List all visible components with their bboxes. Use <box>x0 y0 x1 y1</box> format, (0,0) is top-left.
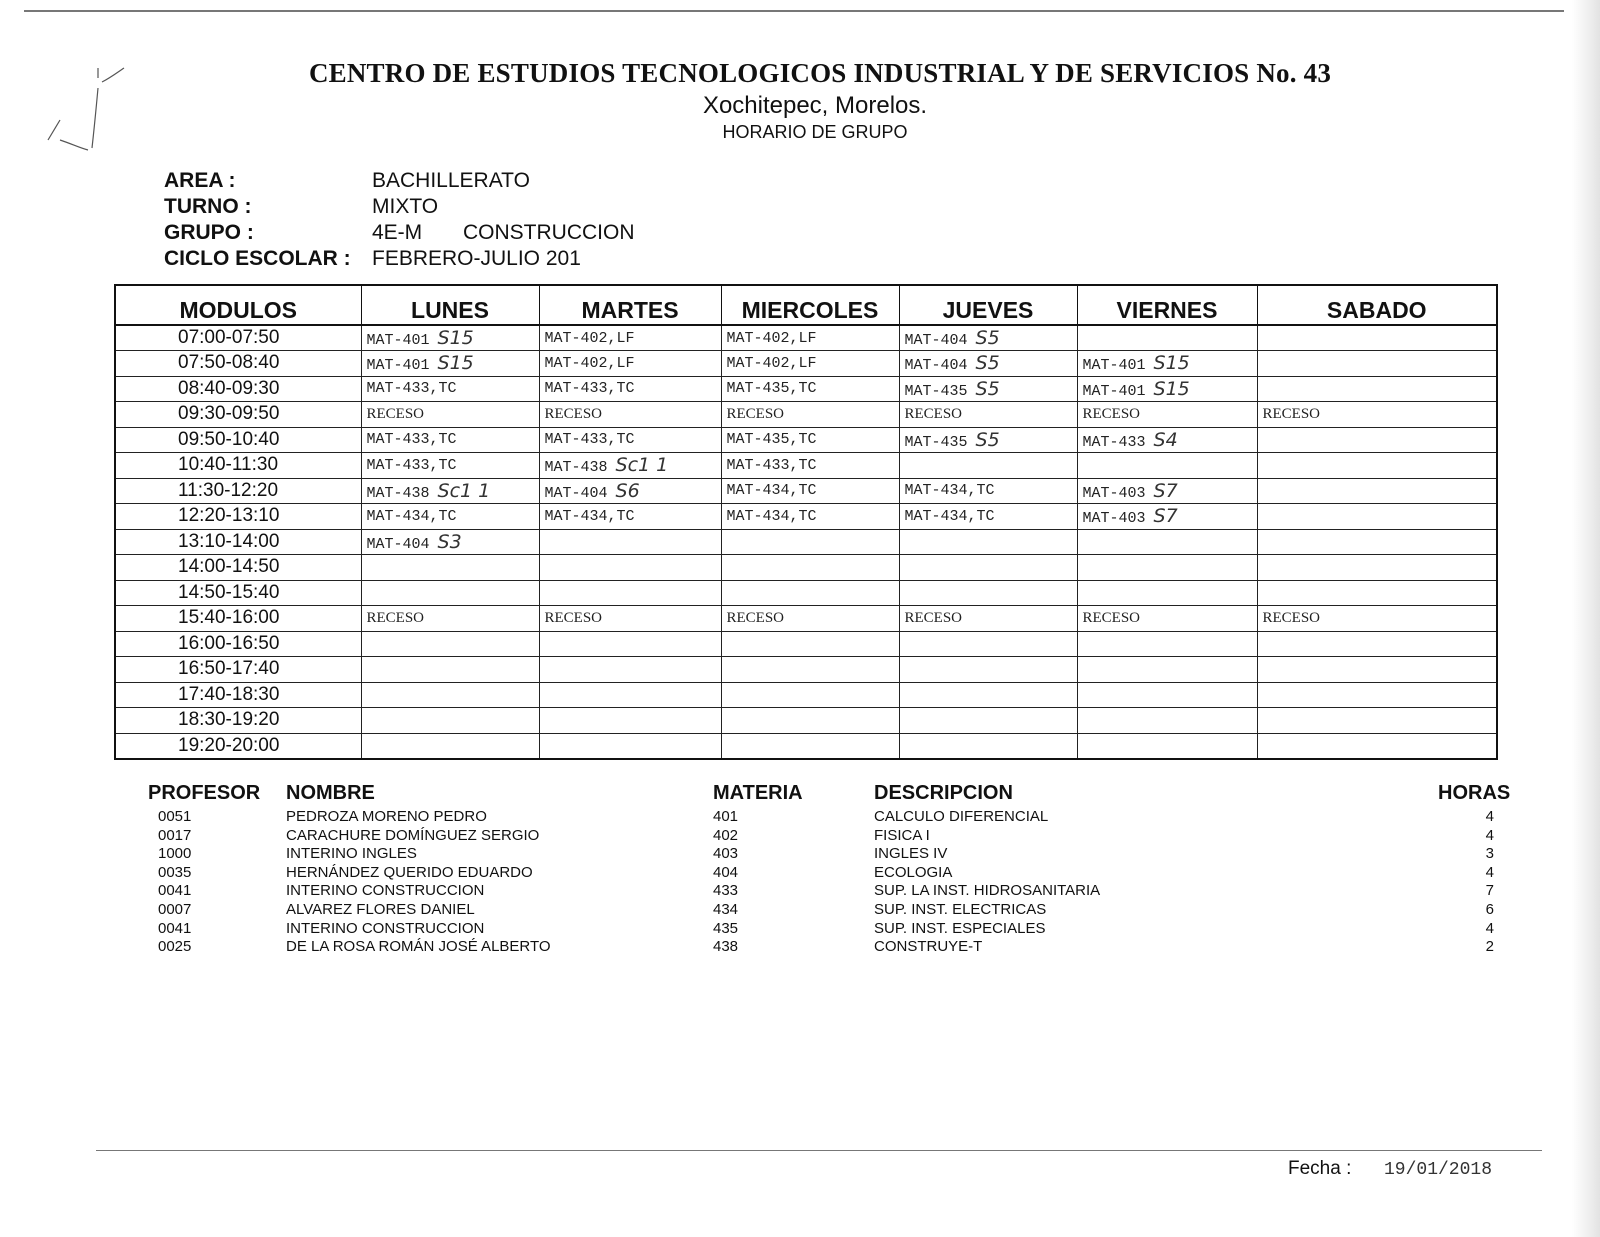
schedule-cell <box>721 478 899 504</box>
col-header-lunes: LUNES <box>361 285 539 325</box>
professor-name: INTERINO CONSTRUCCION <box>286 882 485 900</box>
subject-code: MAT-434,TC <box>726 482 817 500</box>
subject-number: 403 <box>713 845 739 863</box>
professor-name: DE LA ROSA ROMÁN JOSÉ ALBERTO <box>286 938 551 956</box>
schedule-cell <box>721 376 899 402</box>
professor-name: INTERINO CONSTRUCCION <box>286 919 485 937</box>
schedule-cell <box>539 453 721 479</box>
schedule-cell <box>1257 402 1497 428</box>
schedule-cell <box>361 631 539 657</box>
schedule-row <box>115 478 1497 504</box>
professor-number: 0025 <box>158 938 192 956</box>
schedule-cell <box>1077 657 1257 683</box>
modulo-cell: 19:20-20:00 <box>115 733 361 759</box>
schedule-row <box>115 682 1497 708</box>
handwritten-room: S5 <box>975 377 1000 400</box>
professor-row <box>148 827 1528 846</box>
schedule-cell <box>721 351 899 377</box>
info-row-ciclo <box>164 246 635 272</box>
schedule-cell <box>899 657 1077 683</box>
schedule-cell <box>539 682 721 708</box>
schedule-row <box>115 580 1497 606</box>
schedule-cell <box>899 504 1077 530</box>
schedule-cell <box>1077 606 1257 632</box>
subject-number: 404 <box>713 863 739 881</box>
schedule-row <box>115 504 1497 530</box>
professor-name: HERNÁNDEZ QUERIDO EDUARDO <box>286 863 533 881</box>
modulo-cell: 16:00-16:50 <box>115 631 361 657</box>
schedule-cell <box>721 402 899 428</box>
schedule-cell <box>361 733 539 759</box>
schedule-cell <box>899 708 1077 734</box>
schedule-cell <box>361 580 539 606</box>
col-header-martes: MARTES <box>539 285 721 325</box>
professor-number: 0051 <box>158 808 192 825</box>
schedule-cell <box>1077 351 1257 377</box>
scan-edge-shadow <box>1572 0 1600 1237</box>
schedule-cell <box>361 325 539 351</box>
modulo-cell: 14:00-14:50 <box>115 555 361 581</box>
subject-number: 401 <box>713 808 739 825</box>
schedule-cell <box>1077 733 1257 759</box>
subject-code: MAT-403 <box>1082 510 1146 528</box>
modulo-cell: 07:50-08:40 <box>115 351 361 377</box>
professor-name: ALVAREZ FLORES DANIEL <box>286 900 475 918</box>
header-nombre: NOMBRE <box>286 782 375 804</box>
col-header-viernes: VIERNES <box>1077 285 1257 325</box>
schedule-cell <box>1077 682 1257 708</box>
schedule-body <box>115 325 1497 759</box>
subject-code: RECESO <box>726 405 785 422</box>
subject-code: MAT-404 <box>904 357 968 375</box>
schedule-row <box>115 402 1497 428</box>
schedule-row <box>115 376 1497 402</box>
professor-row <box>148 938 1528 957</box>
subject-number: 433 <box>713 882 739 900</box>
schedule-cell <box>361 453 539 479</box>
schedule-cell <box>899 351 1077 377</box>
schedule-cell <box>721 606 899 632</box>
footer-divider <box>96 1150 1542 1151</box>
subject-code: MAT-434,TC <box>904 507 995 525</box>
subject-code: RECESO <box>1082 405 1141 422</box>
subject-code: MAT-435 <box>904 433 968 451</box>
info-label: TURNO : <box>164 195 252 218</box>
professor-number: 0041 <box>158 882 192 900</box>
col-header-sabado: SABADO <box>1257 285 1497 325</box>
subject-code: MAT-401 <box>366 357 430 375</box>
subject-number: 434 <box>713 900 739 918</box>
school-location: Xochitepec, Morelos. <box>702 92 928 119</box>
schedule-cell <box>539 427 721 453</box>
schedule-cell <box>539 529 721 555</box>
info-value: FEBRERO-JULIO 201 <box>372 247 581 270</box>
subject-number: 402 <box>713 826 739 844</box>
professor-name: INTERINO INGLES <box>286 845 417 863</box>
schedule-cell <box>361 504 539 530</box>
schedule-cell <box>899 529 1077 555</box>
schedule-cell <box>1077 631 1257 657</box>
modulo-cell: 07:00-07:50 <box>115 325 361 351</box>
modulo-cell: 18:30-19:20 <box>115 708 361 734</box>
modulo-cell: 13:10-14:00 <box>115 529 361 555</box>
schedule-cell <box>721 504 899 530</box>
schedule-row <box>115 351 1497 377</box>
subject-hours: 4 <box>1485 808 1494 825</box>
document-subtitle: HORARIO DE GRUPO <box>722 122 908 142</box>
schedule-cell <box>361 657 539 683</box>
schedule-cell <box>539 657 721 683</box>
subject-code: MAT-434,TC <box>904 482 995 500</box>
schedule-cell <box>1257 478 1497 504</box>
schedule-cell <box>539 733 721 759</box>
subject-code: MAT-434,TC <box>726 507 817 525</box>
subject-code: MAT-404 <box>904 332 968 349</box>
professor-name: PEDROZA MORENO PEDRO <box>286 808 487 825</box>
subject-code: MAT-438 <box>366 484 430 502</box>
schedule-cell <box>1257 657 1497 683</box>
schedule-cell <box>721 708 899 734</box>
handwritten-room: S4 <box>1153 428 1178 451</box>
subject-code: RECESO <box>366 405 425 422</box>
schedule-cell <box>721 580 899 606</box>
schedule-row <box>115 708 1497 734</box>
subject-code: MAT-401 <box>366 332 430 349</box>
schedule-cell <box>899 325 1077 351</box>
modulo-cell: 11:30-12:20 <box>115 478 361 504</box>
subject-code: MAT-404 <box>544 484 608 502</box>
schedule-cell <box>1257 580 1497 606</box>
schedule-cell <box>361 529 539 555</box>
schedule-cell <box>361 427 539 453</box>
subject-code: RECESO <box>544 609 603 626</box>
schedule-cell <box>899 478 1077 504</box>
schedule-row <box>115 427 1497 453</box>
schedule-cell <box>1077 478 1257 504</box>
professor-rows <box>148 808 1528 957</box>
subject-description: CALCULO DIFERENCIAL <box>874 808 1049 825</box>
modulo-cell: 10:40-11:30 <box>115 453 361 479</box>
modulo-cell: 15:40-16:00 <box>115 606 361 632</box>
schedule-cell <box>899 555 1077 581</box>
schedule-cell <box>1077 504 1257 530</box>
subject-number: 438 <box>713 938 739 956</box>
subject-code: RECESO <box>726 609 785 626</box>
schedule-cell <box>539 504 721 530</box>
professor-number: 0007 <box>158 900 192 918</box>
schedule-row <box>115 631 1497 657</box>
subject-code: MAT-402,LF <box>726 354 817 372</box>
schedule-cell <box>361 682 539 708</box>
schedule-cell <box>899 376 1077 402</box>
subject-code: MAT-401 <box>1082 357 1146 375</box>
schedule-cell <box>361 606 539 632</box>
schedule-cell <box>1257 631 1497 657</box>
handwritten-room: S15 <box>437 352 474 375</box>
schedule-cell <box>1257 453 1497 479</box>
schedule-row <box>115 733 1497 759</box>
schedule-cell <box>1257 325 1497 351</box>
subject-hours: 4 <box>1485 919 1494 937</box>
schedule-row <box>115 657 1497 683</box>
professor-list <box>148 782 1528 957</box>
schedule-cell <box>361 478 539 504</box>
subject-code: MAT-433,TC <box>726 456 817 474</box>
schedule-cell <box>1077 427 1257 453</box>
group-info <box>164 168 635 272</box>
subject-code: MAT-438 <box>544 459 608 477</box>
subject-code: RECESO <box>366 609 425 626</box>
info-row-grupo <box>164 220 635 246</box>
info-value: MIXTO <box>372 195 439 218</box>
schedule-cell <box>721 453 899 479</box>
subject-code: MAT-433,TC <box>544 380 635 398</box>
schedule-cell <box>1257 427 1497 453</box>
schedule-cell <box>721 325 899 351</box>
professor-row <box>148 808 1528 827</box>
schedule-cell <box>361 351 539 377</box>
professor-header-row <box>148 782 1528 808</box>
handwritten-room: S7 <box>1153 505 1178 528</box>
schedule-cell <box>1257 733 1497 759</box>
schedule-cell <box>539 478 721 504</box>
schedule-cell <box>721 529 899 555</box>
schedule-cell <box>1257 351 1497 377</box>
subject-hours: 6 <box>1485 900 1494 918</box>
schedule-cell <box>721 427 899 453</box>
subject-code: MAT-401 <box>1082 382 1146 400</box>
subject-code: MAT-433,TC <box>544 431 635 449</box>
col-header-jueves: JUEVES <box>899 285 1077 325</box>
schedule-cell <box>1257 504 1497 530</box>
subject-description: FISICA I <box>874 826 930 844</box>
header-materia: MATERIA <box>713 782 803 804</box>
schedule-cell <box>721 555 899 581</box>
subject-code: MAT-434,TC <box>544 507 635 525</box>
schedule-cell <box>361 376 539 402</box>
header-descripcion: DESCRIPCION <box>874 782 1013 804</box>
handwritten-room: S5 <box>975 327 1000 349</box>
schedule-cell <box>539 708 721 734</box>
schedule-row <box>115 529 1497 555</box>
subject-hours: 4 <box>1485 826 1494 844</box>
subject-code: MAT-433,TC <box>366 380 457 398</box>
schedule-cell <box>1257 529 1497 555</box>
info-label: AREA : <box>164 169 236 192</box>
schedule-cell <box>361 402 539 428</box>
subject-code: MAT-403 <box>1082 484 1146 502</box>
schedule-cell <box>1077 325 1257 351</box>
schedule-cell <box>899 631 1077 657</box>
header-horas: HORAS <box>1438 782 1511 804</box>
modulo-cell: 08:40-09:30 <box>115 376 361 402</box>
schedule-cell <box>361 555 539 581</box>
modulo-cell: 09:30-09:50 <box>115 402 361 428</box>
modulo-cell: 14:50-15:40 <box>115 580 361 606</box>
subject-description: SUP. INST. ESPECIALES <box>874 919 1046 937</box>
subject-code: MAT-433 <box>1082 433 1146 451</box>
subject-hours: 2 <box>1485 938 1494 956</box>
schedule-cell <box>721 657 899 683</box>
schedule-cell <box>899 580 1077 606</box>
schedule-cell <box>1257 555 1497 581</box>
schedule-header-row <box>115 285 1497 325</box>
schedule-cell <box>1257 682 1497 708</box>
professor-row <box>148 864 1528 883</box>
professor-number: 1000 <box>158 845 192 863</box>
schedule-row <box>115 555 1497 581</box>
handwritten-room: Sc1 1 <box>615 454 669 477</box>
schedule-cell <box>899 733 1077 759</box>
schedule-cell <box>539 580 721 606</box>
info-value: BACHILLERATO <box>372 169 530 192</box>
schedule-cell <box>539 376 721 402</box>
professor-number: 0035 <box>158 863 192 881</box>
schedule-cell <box>899 606 1077 632</box>
schedule-cell <box>721 733 899 759</box>
professor-row <box>148 901 1528 920</box>
schedule-cell <box>539 351 721 377</box>
handwritten-room: S15 <box>1153 352 1190 375</box>
col-header-modulos: MODULOS <box>115 285 361 325</box>
subject-code: MAT-435,TC <box>726 431 817 449</box>
schedule-cell <box>899 453 1077 479</box>
fecha-label: Fecha : <box>1288 1158 1352 1179</box>
subject-description: SUP. LA INST. HIDROSANITARIA <box>874 882 1101 900</box>
subject-code: RECESO <box>1262 609 1321 626</box>
schedule-cell <box>539 325 721 351</box>
fecha-value: 19/01/2018 <box>1384 1160 1493 1180</box>
schedule-row <box>115 453 1497 479</box>
info-label: GRUPO : <box>164 221 254 244</box>
subject-hours: 7 <box>1485 882 1494 900</box>
subject-code: MAT-435,TC <box>726 380 817 398</box>
handwritten-room: S15 <box>1153 377 1190 400</box>
handwritten-room: S6 <box>615 479 640 502</box>
schedule-cell <box>1077 529 1257 555</box>
schedule-cell <box>721 682 899 708</box>
subject-code: MAT-402,LF <box>544 329 635 347</box>
info-row-turno <box>164 194 635 220</box>
subject-description: INGLES IV <box>874 845 948 863</box>
handwritten-room: S3 <box>437 530 462 553</box>
header-profesor: PROFESOR <box>148 782 261 804</box>
schedule-cell <box>1077 555 1257 581</box>
subject-code: RECESO <box>904 405 963 422</box>
subject-description: SUP. INST. ELECTRICAS <box>874 900 1047 918</box>
schedule-cell <box>1257 376 1497 402</box>
schedule-cell <box>361 708 539 734</box>
col-header-miercoles: MIERCOLES <box>721 285 899 325</box>
subject-code: MAT-435 <box>904 382 968 400</box>
subject-code: MAT-433,TC <box>366 431 457 449</box>
school-title: CENTRO DE ESTUDIOS TECNOLOGICOS INDUSTRIAL Y DE SERVICIOS No. 43 <box>308 58 1332 88</box>
professor-number: 0017 <box>158 826 192 844</box>
handwritten-room: Sc1 1 <box>437 479 491 502</box>
info-label: CICLO ESCOLAR : <box>164 247 351 270</box>
handwritten-room: S5 <box>975 352 1000 375</box>
schedule-cell <box>1257 606 1497 632</box>
subject-code: RECESO <box>1262 405 1321 422</box>
handwritten-room: S15 <box>437 327 474 349</box>
info-row-area <box>164 168 635 194</box>
schedule-cell <box>899 402 1077 428</box>
professor-name: CARACHURE DOMÍNGUEZ SERGIO <box>286 826 540 844</box>
professor-number: 0041 <box>158 919 192 937</box>
schedule-cell <box>899 427 1077 453</box>
modulo-cell: 09:50-10:40 <box>115 427 361 453</box>
subject-code: RECESO <box>1082 609 1141 626</box>
schedule-cell <box>1077 376 1257 402</box>
schedule-table <box>114 284 1498 760</box>
schedule-row <box>115 325 1497 351</box>
professor-row <box>148 920 1528 939</box>
subject-hours: 4 <box>1485 863 1494 881</box>
subject-code: MAT-404 <box>366 535 430 553</box>
subject-description: CONSTRUYE-T <box>874 938 983 956</box>
subject-code: MAT-402,LF <box>726 329 817 347</box>
subject-code: MAT-402,LF <box>544 354 635 372</box>
schedule-cell <box>1077 708 1257 734</box>
top-scan-line <box>24 10 1564 12</box>
modulo-cell: 12:20-13:10 <box>115 504 361 530</box>
schedule-row <box>115 606 1497 632</box>
subject-code: RECESO <box>904 609 963 626</box>
professor-row <box>148 882 1528 901</box>
schedule-cell <box>1077 580 1257 606</box>
subject-code: MAT-433,TC <box>366 456 457 474</box>
schedule-cell <box>539 606 721 632</box>
subject-code: RECESO <box>544 405 603 422</box>
schedule-cell <box>539 555 721 581</box>
subject-description: ECOLOGIA <box>874 863 953 881</box>
schedule-cell <box>539 402 721 428</box>
professor-row <box>148 845 1528 864</box>
handwritten-room: S5 <box>975 428 1000 451</box>
schedule-cell <box>1077 453 1257 479</box>
subject-number: 435 <box>713 919 739 937</box>
subject-hours: 3 <box>1485 845 1494 863</box>
info-value: 4E-M CONSTRUCCION <box>372 221 635 244</box>
modulo-cell: 17:40-18:30 <box>115 682 361 708</box>
schedule-cell <box>721 631 899 657</box>
handwritten-room: S7 <box>1153 479 1178 502</box>
schedule-cell <box>899 682 1077 708</box>
schedule-cell <box>1077 402 1257 428</box>
modulo-cell: 16:50-17:40 <box>115 657 361 683</box>
schedule-cell <box>1257 708 1497 734</box>
schedule-cell <box>539 631 721 657</box>
subject-code: MAT-434,TC <box>366 507 457 525</box>
